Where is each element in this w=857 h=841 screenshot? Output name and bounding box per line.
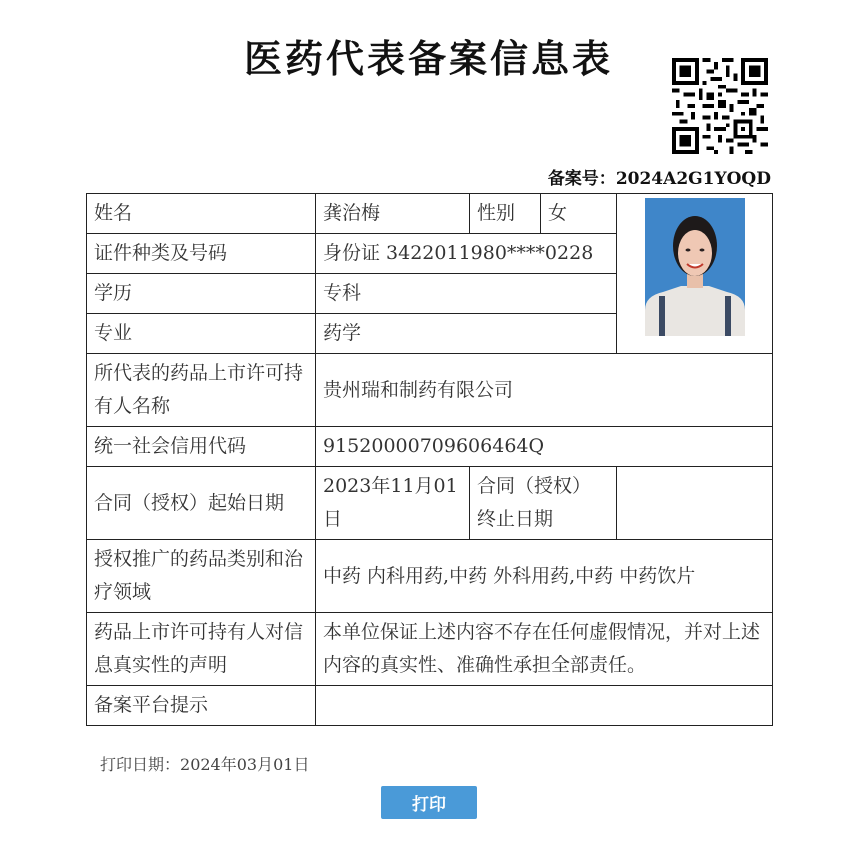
qr-code [672,58,768,154]
record-number-value: 2024A2G1YOQD [615,169,771,189]
education-value: 专科 [316,274,617,314]
name-label: 姓名 [87,194,316,234]
category-value: 中药 内科用药,中药 外科用药,中药 中药饮片 [316,540,773,613]
credit-code-label: 统一社会信用代码 [87,427,316,467]
platform-label: 备案平台提示 [87,686,316,726]
contract-end-label: 合同（授权）终止日期 [470,467,617,540]
table-row [87,354,773,427]
holder-value: 贵州瑞和制药有限公司 [316,354,773,427]
major-label: 专业 [87,314,316,354]
print-button[interactable]: 打印 [381,786,477,819]
photo-cell [617,194,773,354]
gender-label: 性别 [470,194,541,234]
portrait-photo [645,198,745,336]
print-date [100,752,309,775]
statement-label: 药品上市许可持有人对信息真实性的声明 [87,613,316,686]
gender-value: 女 [541,194,617,234]
table-row [87,613,773,686]
print-date-label: 打印日期： [100,755,181,774]
id-value: 身份证 3422011980****0228 [316,234,617,274]
page-title: 医药代表备案信息表 [243,36,613,81]
education-label: 学历 [87,274,316,314]
table-row [87,467,773,540]
major-value: 药学 [316,314,617,354]
table-row [87,686,773,726]
record-table [86,193,773,726]
name-value: 龚治梅 [316,194,470,234]
statement-value: 本单位保证上述内容不存在任何虚假情况，并对上述内容的真实性、准确性承担全部责任。 [316,613,773,686]
contract-start-value: 2023年11月01日 [316,467,470,540]
credit-code-value: 91520000709606464Q [316,427,773,467]
contract-start-label: 合同（授权）起始日期 [87,467,316,540]
table-row [87,427,773,467]
table-row [87,194,773,234]
contract-end-value [617,467,773,540]
id-label: 证件种类及号码 [87,234,316,274]
record-number-label: 备案号： [547,169,616,189]
category-label: 授权推广的药品类别和治疗领域 [87,540,316,613]
table-row [87,540,773,613]
print-date-value: 2024年03月01日 [180,755,310,774]
holder-label: 所代表的药品上市许可持有人名称 [87,354,316,427]
record-number [548,164,771,189]
platform-value [316,686,773,726]
